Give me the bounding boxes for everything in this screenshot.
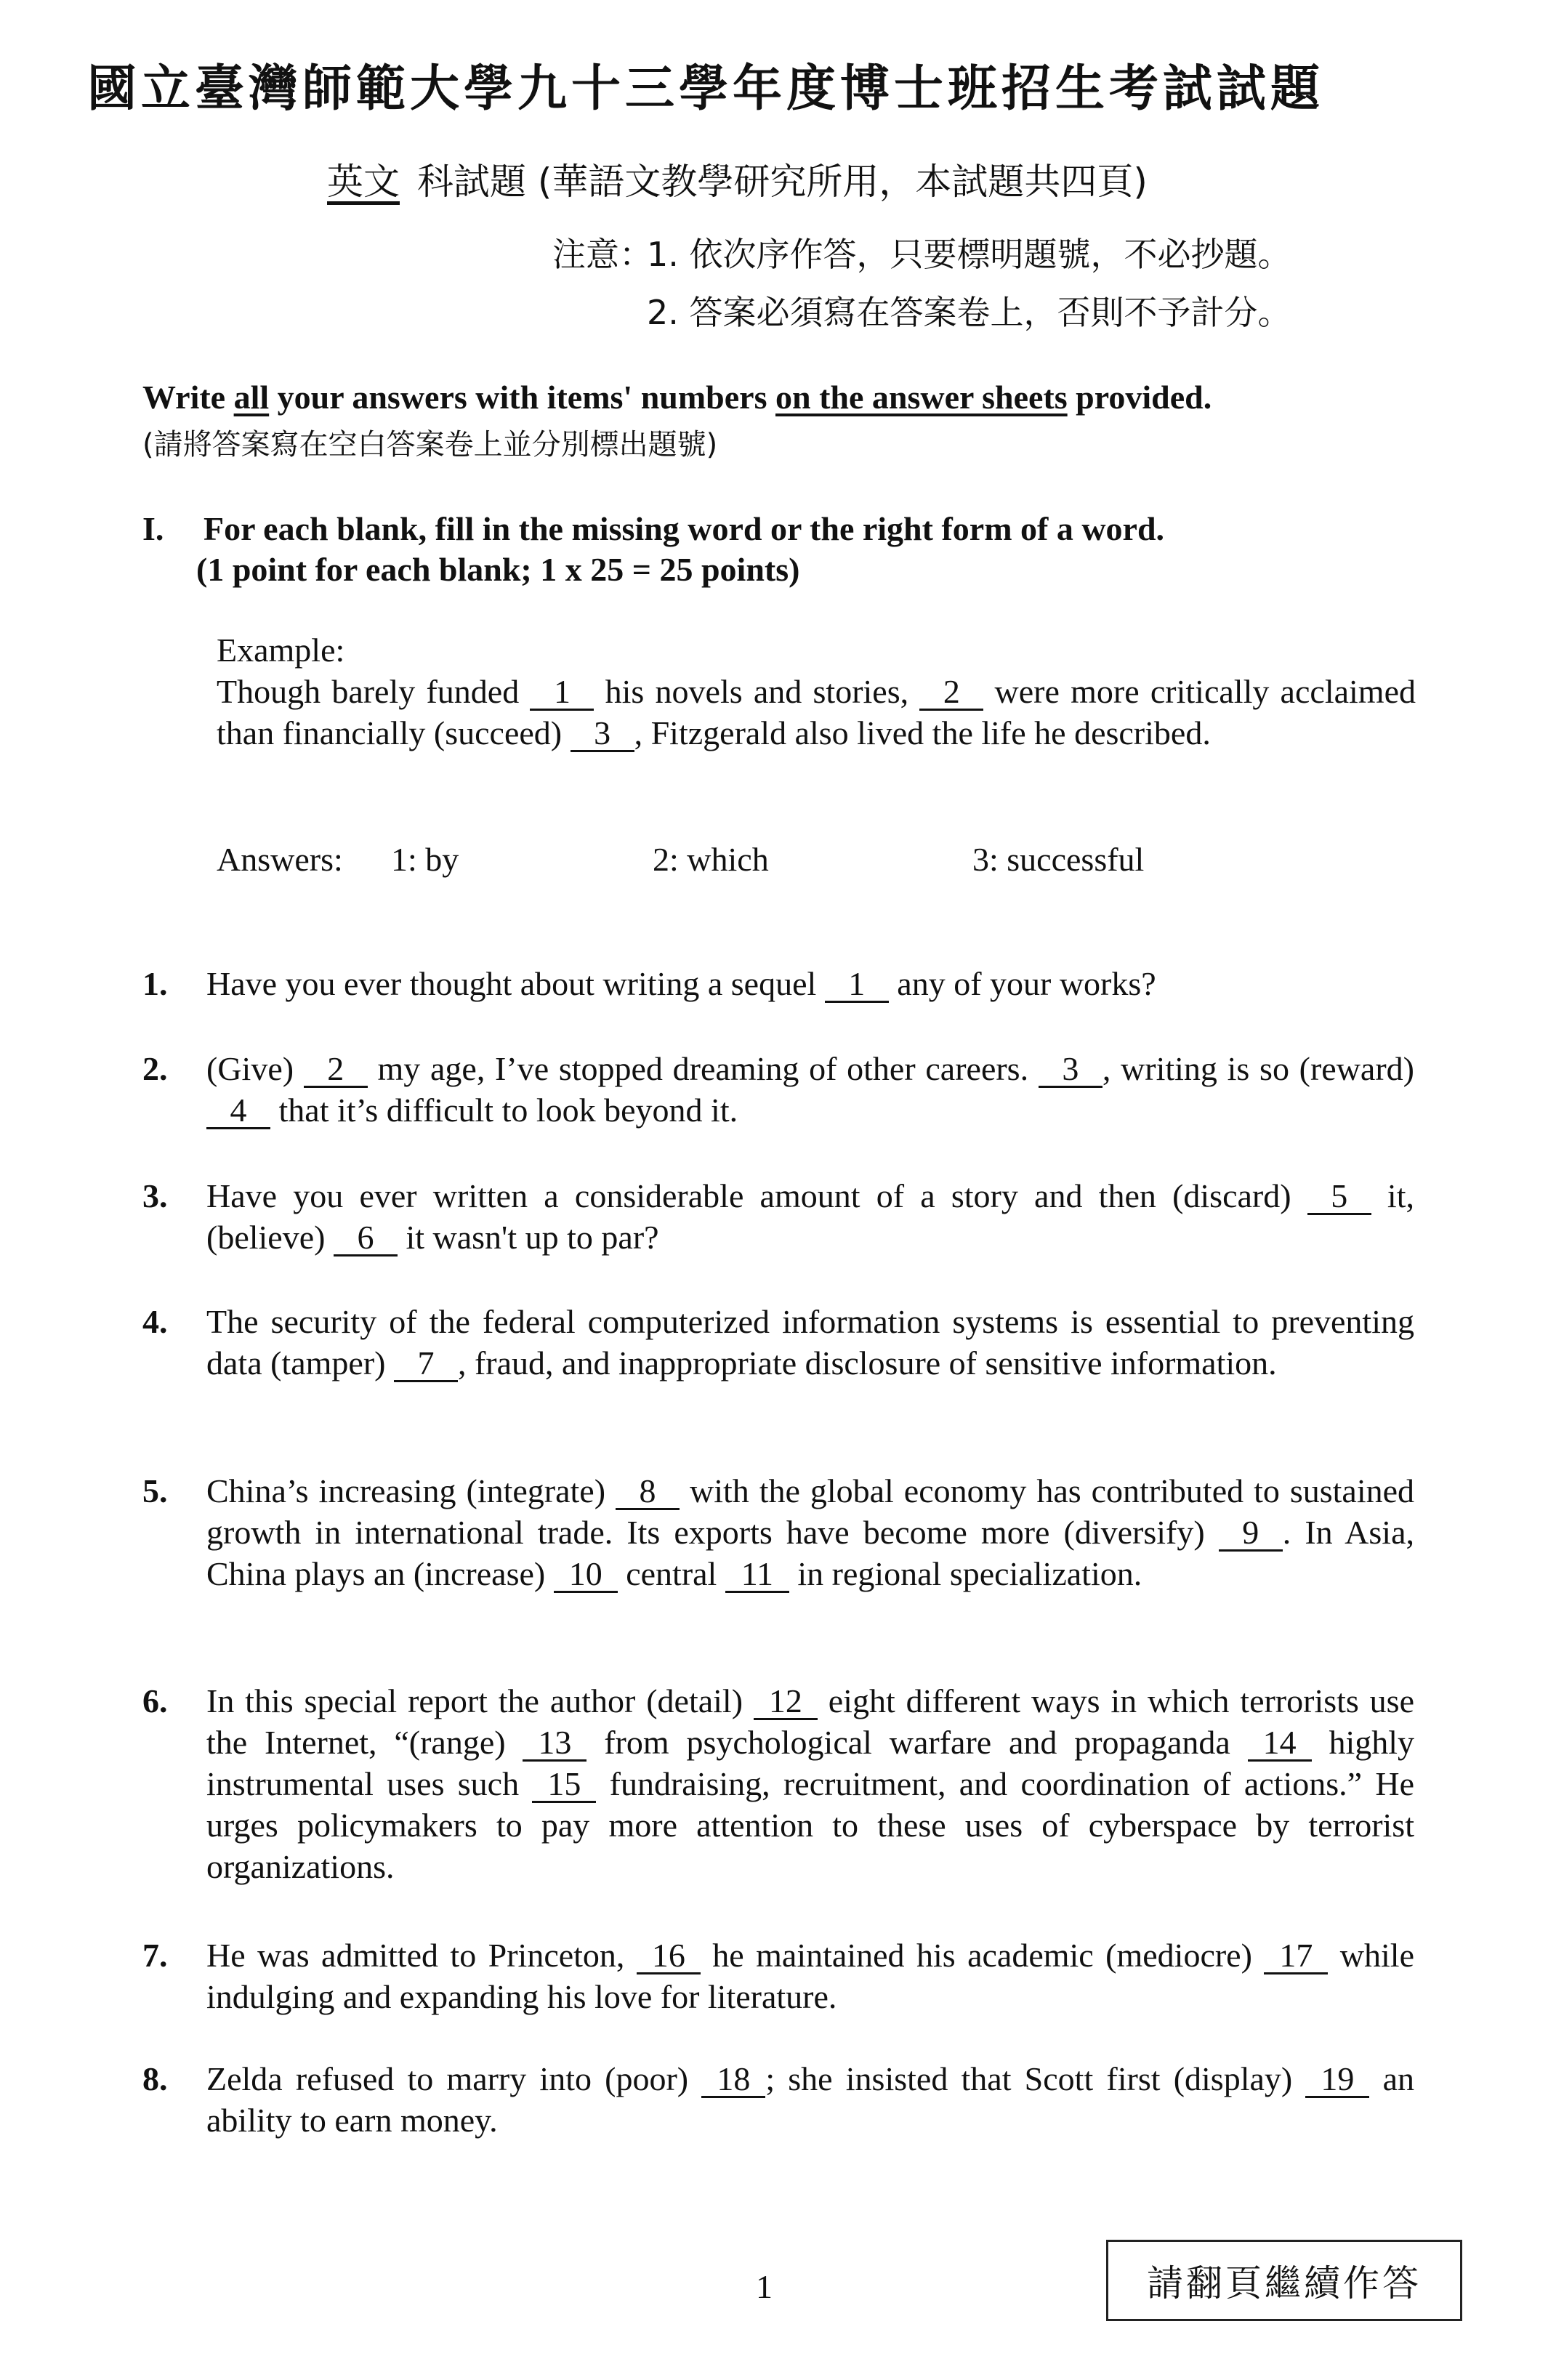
blank: 12	[754, 1685, 818, 1720]
blank: 4	[206, 1094, 270, 1129]
answers-label: Answers:	[217, 841, 343, 878]
question-6: 6. In this special report the author (detail) 12 eight different ways in which terrorists use the Internet, “(range) 13 from psychological warfare and propaganda 14 highly instrumental uses such 15 fundraising, recruitment, and coordination of actions.” He urges policymakers to pay more attention to these uses of cyberspace by terrorist organizations.	[142, 1680, 1414, 1887]
subject-label: 英文	[327, 161, 400, 203]
blank: 15	[532, 1767, 596, 1803]
question-number: 2.	[142, 1050, 168, 1087]
question-number: 8.	[142, 2060, 168, 2097]
blank: 5	[1307, 1179, 1371, 1215]
blank: 14	[1248, 1726, 1312, 1762]
blank: 3	[571, 717, 634, 752]
section-points: (1 point for each blank; 1 x 25 = 25 points)	[196, 551, 800, 588]
instructions-chinese: (請將答案寫在空白答案卷上並分別標出題號)	[142, 428, 718, 461]
blank: 2	[304, 1052, 368, 1088]
blank: 8	[616, 1475, 680, 1510]
notes-label: 注意：	[552, 235, 653, 274]
blank: 18	[701, 2062, 765, 2098]
answer-1: 1: by	[391, 841, 459, 878]
exam-subtitle	[327, 153, 1148, 205]
question-3: 3. Have you ever written a considerable amount of a story and then (discard) 5 it, (believe) 6 it wasn't up to par?	[142, 1175, 1414, 1258]
question-4: 4. The security of the federal computerized information systems is essential to preventing data (tamper) 7 , fraud, and inappropriate disclosure of sensitive information.	[142, 1301, 1414, 1384]
blank: 19	[1305, 2062, 1369, 2098]
note-2: 2. 答案必須寫在答案卷上，否則不予計分。	[647, 293, 1291, 332]
question-number: 5.	[142, 1472, 168, 1509]
blank: 10	[554, 1557, 618, 1593]
question-number: 1.	[142, 965, 168, 1002]
page-number: 1	[756, 2268, 773, 2305]
example-text: Though barely funded 1 his novels and stories, 2 were more critically acclaimed than financially (succeed) 3 , Fitzgerald also lived the life he described.	[217, 673, 1416, 751]
blank: 1	[825, 967, 889, 1003]
note-1: 1. 依次序作答，只要標明題號，不必抄題。	[647, 235, 1291, 274]
section-heading	[142, 509, 1164, 590]
question-2: 2. (Give) 2 my age, I’ve stopped dreaming of other careers. 3 , writing is so (reward) 4 that it’s difficult to look beyond it.	[142, 1048, 1414, 1131]
answer-2: 2: which	[653, 841, 769, 878]
section-number: I.	[142, 510, 164, 547]
blank: 1	[530, 675, 594, 711]
blank: 3	[1039, 1052, 1102, 1088]
turn-page-box: 請翻頁繼續作答	[1106, 2240, 1462, 2321]
subject-description: 科試題 (華語文教學研究所用，本試題共四頁)	[417, 161, 1148, 203]
section-title: For each blank, fill in the missing word or the right form of a word.	[203, 510, 1165, 547]
blank: 17	[1264, 1939, 1328, 1974]
blank: 9	[1219, 1516, 1283, 1552]
exam-notes	[552, 225, 1291, 342]
question-number: 3.	[142, 1177, 168, 1214]
blank: 13	[523, 1726, 586, 1762]
exam-title: 國立臺灣師範大學九十三學年度博士班招生考試試題	[87, 60, 1325, 118]
instructions: Write all your answers with items' numbers on the answer sheets provided.	[142, 379, 1212, 416]
example-block	[217, 629, 1416, 754]
question-7: 7. He was admitted to Princeton, 16 he maintained his academic (mediocre) 17 while indulging and expanding his love for literature.	[142, 1935, 1414, 2017]
question-5: 5. China’s increasing (integrate) 8 with the global economy has contributed to sustained growth in international trade. Its exports have become more (diversify) 9 . In Asia, China plays an (increase) 10 central 11 in regional specialization.	[142, 1470, 1414, 1594]
blank: 11	[725, 1557, 789, 1593]
answer-3: 3: successful	[972, 841, 1145, 878]
question-number: 7.	[142, 1937, 168, 1974]
blank: 6	[334, 1221, 398, 1256]
blank: 16	[637, 1939, 701, 1974]
question-number: 6.	[142, 1682, 168, 1719]
blank: 7	[394, 1347, 458, 1382]
question-1: 1. Have you ever thought about writing a sequel 1 any of your works?	[142, 963, 1414, 1004]
emphasis-all: all	[233, 379, 270, 416]
question-number: 4.	[142, 1303, 168, 1340]
example-label: Example:	[217, 632, 345, 669]
question-8: 8. Zelda refused to marry into (poor) 18 ; she insisted that Scott first (display) 19 an ability to earn money.	[142, 2058, 1414, 2141]
blank: 2	[919, 675, 983, 711]
emphasis-answer-sheets: on the answer sheets	[775, 379, 1068, 416]
